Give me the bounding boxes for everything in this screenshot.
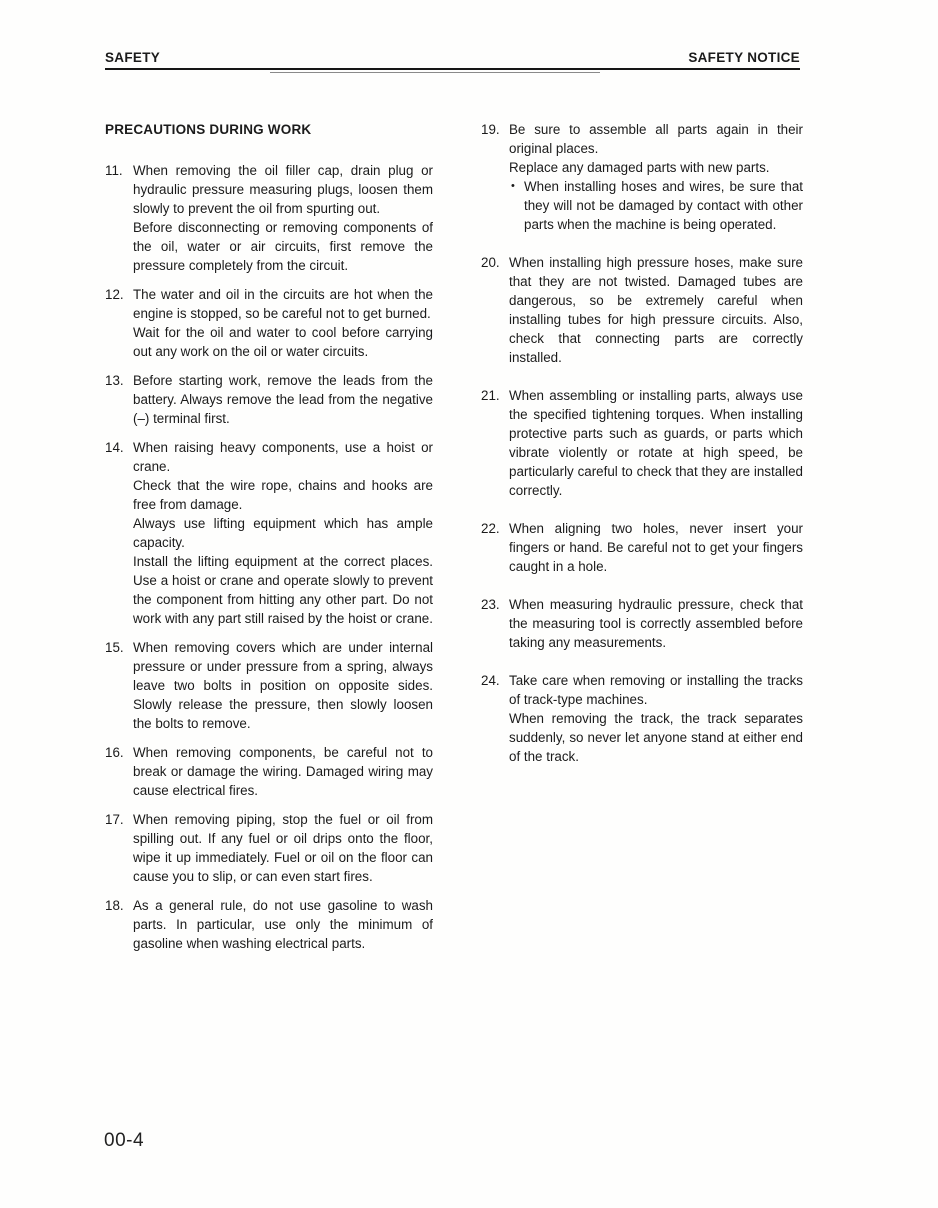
right-column: [481, 120, 803, 785]
item-body: [509, 595, 803, 652]
item-body: [133, 896, 433, 953]
header-rule: [105, 68, 800, 70]
item-number: 24.: [481, 673, 500, 688]
item-body: [133, 743, 433, 800]
item-number: 21.: [481, 388, 500, 403]
list-item: [105, 285, 433, 361]
paragraph: Before starting work, remove the leads from the battery. Always remove the lead from the negative (–) terminal first.: [133, 373, 433, 426]
right-column-items: [481, 120, 803, 766]
paragraph: When removing covers which are under internal pressure or under pressure from a spring, always leave two bolts in position on opposite sides. Slowly release the pressure, then slowly loosen the bolts to remove.: [133, 640, 433, 731]
list-item: [105, 810, 433, 886]
item-number: 20.: [481, 255, 500, 270]
item-number: 14.: [105, 440, 124, 455]
paragraph: When assembling or installing parts, always use the specified tightening torques. When installing protective parts such as guards, or parts which vibrate violently or rotate at high speed, be particularly careful to check that they are installed correctly.: [509, 388, 803, 498]
item-number: 19.: [481, 122, 500, 137]
list-item: [481, 671, 803, 766]
paragraph: Take care when removing or installing the tracks of track-type machines.: [509, 673, 803, 707]
left-column-items: [105, 161, 433, 953]
item-number: 16.: [105, 745, 124, 760]
paragraph: When removing the track, the track separates suddenly, so never let anyone stand at either end of the track.: [509, 711, 803, 764]
item-body: [509, 519, 803, 576]
item-body: [133, 285, 433, 361]
list-item: [481, 386, 803, 500]
page-header: [105, 50, 800, 65]
item-number: 15.: [105, 640, 124, 655]
list-item: [481, 253, 803, 367]
section-heading: PRECAUTIONS DURING WORK: [105, 122, 312, 137]
item-number: 13.: [105, 373, 124, 388]
item-body: [133, 161, 433, 275]
list-item: [105, 896, 433, 953]
paragraph: The water and oil in the circuits are hot when the engine is stopped, so be careful not to get burned.: [133, 287, 433, 321]
header-left-title: SAFETY: [105, 50, 161, 65]
list-item: [105, 371, 433, 428]
bullet-paragraph: [509, 177, 803, 234]
bullet-text: When installing hoses and wires, be sure that they will not be damaged by contact with other parts when the machine is being operated.: [524, 179, 803, 232]
item-body: [509, 120, 803, 234]
item-number: 23.: [481, 597, 500, 612]
item-body: [133, 438, 433, 628]
item-number: 17.: [105, 812, 124, 827]
paragraph: Before disconnecting or removing components of the oil, water or air circuits, first remove the pressure completely from the circuit.: [133, 220, 433, 273]
list-item: [105, 161, 433, 275]
paragraph: Be sure to assemble all parts again in their original places.: [509, 122, 803, 156]
paragraph: Replace any damaged parts with new parts.: [509, 160, 770, 175]
list-item: [105, 743, 433, 800]
paragraph: When installing high pressure hoses, make sure that they are not twisted. Damaged tubes are dangerous, so be extremely careful when installing tubes for high pressure circuits. Also, check that connecting parts are correctly installed.: [509, 255, 803, 365]
paragraph: When removing the oil filler cap, drain plug or hydraulic pressure measuring plugs, loosen them slowly to prevent the oil from spurting out.: [133, 163, 433, 216]
item-body: [509, 253, 803, 367]
paragraph: When aligning two holes, never insert your fingers or hand. Be careful not to get your fingers caught in a hole.: [509, 521, 803, 574]
item-number: 18.: [105, 898, 124, 913]
list-item: [105, 438, 433, 628]
paragraph: When measuring hydraulic pressure, check that the measuring tool is correctly assembled before taking any measurements.: [509, 597, 803, 650]
list-item: [481, 595, 803, 652]
item-body: [133, 371, 433, 428]
item-number: 12.: [105, 287, 124, 302]
left-column: [105, 120, 433, 963]
paragraph: Always use lifting equipment which has ample capacity.: [133, 516, 433, 550]
page-number: 00-4: [104, 1130, 145, 1151]
item-body: [509, 671, 803, 766]
list-item: [481, 120, 803, 234]
paragraph: Install the lifting equipment at the correct places. Use a hoist or crane and operate slowly to prevent the component from hitting any other part. Do not work with any part still raised by the hoist or crane.: [133, 554, 433, 626]
item-number: 11.: [105, 163, 123, 178]
item-body: [509, 386, 803, 500]
paragraph: When removing piping, stop the fuel or oil from spilling out. If any fuel or oil drips onto the floor, wipe it up immediately. Fuel or oil on the floor can cause you to slip, or can even start fires.: [133, 812, 433, 884]
paragraph: When removing components, be careful not to break or damage the wiring. Damaged wiring may cause electrical fires.: [133, 745, 433, 798]
bullet-icon: •: [511, 180, 515, 192]
paragraph: As a general rule, do not use gasoline to wash parts. In particular, use only the minimum of gasoline when washing electrical parts.: [133, 898, 433, 951]
list-item: [481, 519, 803, 576]
header-right-title: SAFETY NOTICE: [688, 50, 800, 65]
paragraph: Check that the wire rope, chains and hooks are free from damage.: [133, 478, 433, 512]
paragraph: When raising heavy components, use a hoist or crane.: [133, 440, 433, 474]
item-body: [133, 810, 433, 886]
item-number: 22.: [481, 521, 500, 536]
item-body: [133, 638, 433, 733]
paragraph: Wait for the oil and water to cool before carrying out any work on the oil or water circuits.: [133, 325, 433, 359]
header-rule-artifact: [270, 72, 600, 73]
list-item: [105, 638, 433, 733]
